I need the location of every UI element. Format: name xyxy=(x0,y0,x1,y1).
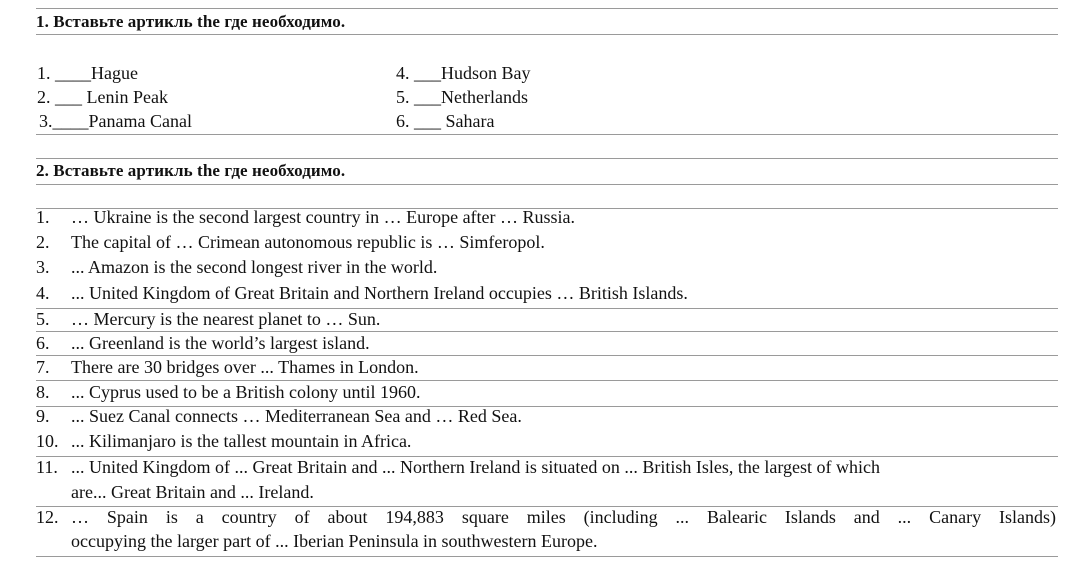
sentence: ... United Kingdom of ... Great Britain and ... Northern Ireland is situated on ... British Isles, the largest of which xyxy=(71,457,881,477)
rule xyxy=(36,184,1058,185)
sentence: ... United Kingdom of Great Britain and Northern Ireland occupies … British Islands. xyxy=(71,283,688,303)
rule xyxy=(36,556,1058,557)
item-number: 4. xyxy=(36,283,50,303)
item-number: 3. xyxy=(36,257,50,277)
item-number: 12. xyxy=(36,507,59,527)
rule xyxy=(36,158,1058,159)
item-number: 1. xyxy=(36,207,50,227)
sentence: ... Cyprus used to be a British colony until 1960. xyxy=(71,382,421,402)
task1-item: 1. ____Hague xyxy=(37,63,138,83)
rule xyxy=(36,34,1058,35)
rule xyxy=(36,331,1058,332)
item-number: 5. xyxy=(36,309,50,329)
sentence: ... Greenland is the world’s largest island. xyxy=(71,333,370,353)
rule xyxy=(36,8,1058,9)
sentence-continuation: are... Great Britain and ... Ireland. xyxy=(71,482,314,502)
sentence: The capital of … Crimean autonomous republic is … Simferopol. xyxy=(71,232,545,252)
task1-heading: 1. Вставьте артикль the где необходимо. xyxy=(36,12,346,31)
task1-item: 3.____Panama Canal xyxy=(39,111,192,131)
item-number: 7. xyxy=(36,357,50,377)
task1-item: 5. ___Netherlands xyxy=(396,87,528,107)
task2-heading: 2. Вставьте артикль the где необходимо. xyxy=(36,161,346,180)
rule xyxy=(36,134,1058,135)
sentence: ... Suez Canal connects … Mediterranean Sea and … Red Sea. xyxy=(71,406,522,426)
sentence: There are 30 bridges over ... Thames in London. xyxy=(71,357,419,377)
item-number: 6. xyxy=(36,333,50,353)
item-number: 11. xyxy=(36,457,58,477)
task1-item: 6. ___ Sahara xyxy=(396,111,495,131)
task1-item: 4. ___Hudson Bay xyxy=(396,63,531,83)
item-number: 8. xyxy=(36,382,50,402)
item-number: 2. xyxy=(36,232,50,252)
item-number: 10. xyxy=(36,431,59,451)
sentence: … Mercury is the nearest planet to … Sun. xyxy=(71,309,381,329)
item-number: 9. xyxy=(36,406,50,426)
sentence: ... Amazon is the second longest river in the world. xyxy=(71,257,438,277)
sentence-continuation: occupying the larger part of ... Iberian Peninsula in southwestern Europe. xyxy=(71,531,598,551)
sentence: … Spain is a country of about 194,883 square miles (including ... Balearic Islands and ... Canary Islands) xyxy=(71,507,1056,527)
sentence: … Ukraine is the second largest country in … Europe after … Russia. xyxy=(71,207,576,227)
task1-item: 2. ___ Lenin Peak xyxy=(37,87,168,107)
rule xyxy=(36,355,1058,356)
sentence: ... Kilimanjaro is the tallest mountain in Africa. xyxy=(71,431,412,451)
rule xyxy=(36,380,1058,381)
